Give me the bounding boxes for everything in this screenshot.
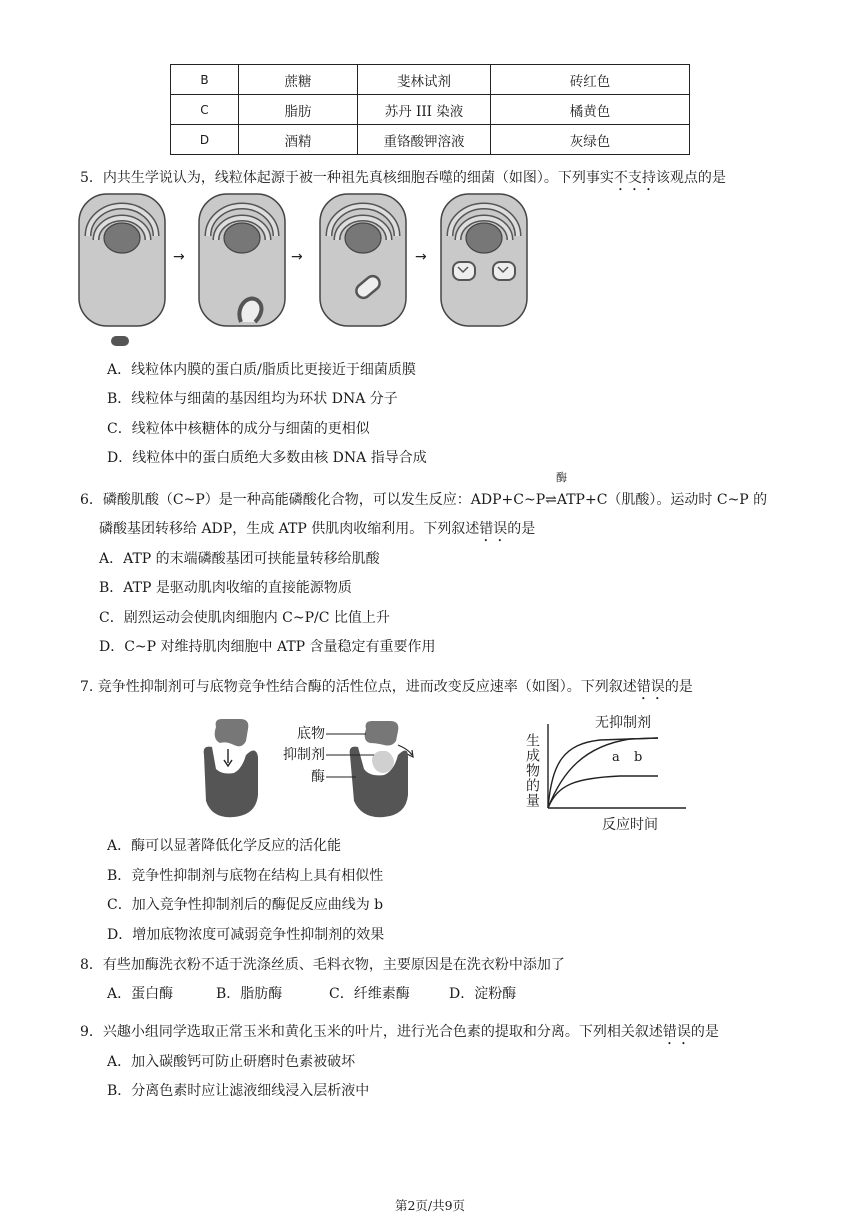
q5-stem-text-end: 该观点的是 bbox=[655, 170, 726, 186]
inhibitor-shape bbox=[372, 751, 394, 773]
q6-stem-emphasis: 错误 bbox=[479, 521, 508, 537]
q5-stem-text: 5．内共生学说认为，线粒体起源于被一种祖先真核细胞吞噬的细菌（如图）。下列事实 bbox=[80, 170, 614, 186]
q8-option-b: B．脂肪酶 bbox=[216, 986, 283, 1002]
x-axis-label: 反应时间 bbox=[602, 817, 658, 833]
curve-a bbox=[548, 738, 658, 808]
reagent-table bbox=[170, 64, 690, 155]
enzyme-label: 酶 bbox=[556, 471, 567, 484]
q9-stem-text: 9．兴趣小组同学选取正常玉米和黄化玉米的叶片，进行光合色素的提取和分离。下列相关叙述 bbox=[80, 1024, 663, 1040]
q6-option-c: C．剧烈运动会使肌肉细胞内 C~P/C 比值上升 bbox=[99, 610, 390, 626]
inhibitor-label: 抑制剂 bbox=[283, 747, 325, 763]
q9-stem-text-end: 的是 bbox=[690, 1024, 719, 1040]
q7-stem bbox=[80, 676, 693, 703]
table-cell: 重铬酸钾溶液 bbox=[358, 125, 491, 155]
q7-option-b: B．竞争性抑制剂与底物在结构上具有相似性 bbox=[107, 868, 384, 884]
q5-option-c: C．线粒体中核糖体的成分与细菌的更相似 bbox=[107, 421, 370, 437]
table-cell: 酒精 bbox=[239, 125, 358, 155]
q7-stem-text-end: 的是 bbox=[664, 679, 693, 695]
y-axis-label: 生成物的量 bbox=[524, 733, 540, 808]
q6-stem-line2 bbox=[99, 518, 535, 545]
q6-stem-text: 6．磷酸肌酸（C~P）是一种高能磷酸化合物，可以发生反应：ADP+C~P bbox=[80, 492, 546, 508]
q6-stem-text-end: ATP+C（肌酸）。运动时 C~P 的 bbox=[556, 492, 768, 508]
q9-stem-emphasis: 错误 bbox=[662, 1024, 691, 1040]
substrate-shape bbox=[215, 719, 249, 746]
q5-option-b: B．线粒体与细菌的基因组均为环状 DNA 分子 bbox=[107, 391, 398, 407]
q7-option-c: C．加入竞争性抑制剂后的酶促反应曲线为 b bbox=[107, 897, 384, 913]
cell-stage-3 bbox=[320, 194, 406, 326]
q8-stem: 8．有些加酶洗衣粉不适于洗涤丝质、毛料衣物，主要原因是在洗衣粉中添加了 bbox=[80, 957, 565, 973]
q5-option-d: D．线粒体中的蛋白质绝大多数由核 DNA 指导合成 bbox=[107, 450, 427, 466]
table-cell: 斐林试剂 bbox=[358, 65, 491, 95]
table-cell: 灰绿色 bbox=[491, 125, 690, 155]
q8-option-d: D．淀粉酶 bbox=[449, 986, 517, 1002]
table-cell: 脂肪 bbox=[239, 95, 358, 125]
substrate-label: 底物 bbox=[297, 726, 325, 742]
q6-option-b: B．ATP 是驱动肌肉收缩的直接能源物质 bbox=[99, 580, 352, 596]
q6-option-a: A．ATP 的末端磷酸基团可挟能量转移给肌酸 bbox=[99, 551, 380, 567]
no-inhibitor-label: 无抑制剂 bbox=[595, 715, 651, 731]
table-row bbox=[171, 65, 690, 95]
q5-option-a: A．线粒体内膜的蛋白质/脂质比更接近于细菌质膜 bbox=[107, 362, 416, 378]
q6-stem-line1 bbox=[80, 489, 767, 509]
cell-stage-2 bbox=[199, 194, 285, 326]
curve-a-label: a bbox=[612, 750, 620, 765]
arrow-icon: → bbox=[291, 249, 303, 265]
page-footer: 第2页/共9页 bbox=[394, 1198, 466, 1213]
enzyme-shape bbox=[204, 747, 258, 818]
table-cell: D bbox=[171, 125, 239, 155]
table-cell: 橘黄色 bbox=[491, 95, 690, 125]
q7-stem-emphasis: 错误 bbox=[636, 679, 665, 695]
table-cell: C bbox=[171, 95, 239, 125]
substrate-shape bbox=[365, 721, 399, 746]
q6-stem-text-end: 的是 bbox=[507, 521, 536, 537]
q9-stem bbox=[80, 1021, 719, 1048]
endosymbiosis-diagram bbox=[75, 190, 555, 350]
table-cell: 砖红色 bbox=[491, 65, 690, 95]
cell-stage-4 bbox=[441, 194, 527, 326]
table-cell: 蔗糖 bbox=[239, 65, 358, 95]
reversible-arrow-icon: ⇌ bbox=[545, 492, 557, 508]
q9-option-a: A．加入碳酸钙可防止研磨时色素被破坏 bbox=[107, 1054, 356, 1070]
q8-option-c: C．纤维素酶 bbox=[329, 986, 410, 1002]
q5-stem-emphasis: 不支持 bbox=[613, 170, 656, 186]
q7-option-a: A．酶可以显著降低化学反应的活化能 bbox=[107, 838, 342, 854]
curve-b-label: b bbox=[634, 750, 643, 765]
reaction-curve-graph bbox=[540, 722, 690, 818]
q9-option-b: B．分离色素时应让滤液细线浸入层析液中 bbox=[107, 1083, 370, 1099]
enzyme-label: 酶 bbox=[311, 769, 325, 785]
q6-option-d: D．C~P 对维持肌肉细胞中 ATP 含量稳定有重要作用 bbox=[99, 639, 436, 655]
table-row bbox=[171, 95, 690, 125]
q7-option-d: D．增加底物浓度可减弱竞争性抑制剂的效果 bbox=[107, 927, 385, 943]
q7-stem-text: 7. 竞争性抑制剂可与底物竞争性结合酶的活性位点，进而改变反应速率（如图）。下列叙述 bbox=[80, 679, 637, 695]
q8-option-a: A．蛋白酶 bbox=[107, 986, 174, 1002]
arrow-icon: → bbox=[415, 249, 427, 265]
table-cell: 苏丹 III 染液 bbox=[358, 95, 491, 125]
curve-b bbox=[548, 776, 658, 808]
arrow-icon: → bbox=[173, 249, 185, 265]
curve-no-inhibitor bbox=[548, 738, 658, 808]
table-cell: B bbox=[171, 65, 239, 95]
q6-stem-text: 磷酸基团转移给 ADP，生成 ATP 供肌肉收缩利用。下列叙述 bbox=[99, 521, 480, 537]
cell-stage-1 bbox=[79, 194, 165, 346]
table-row bbox=[171, 125, 690, 155]
